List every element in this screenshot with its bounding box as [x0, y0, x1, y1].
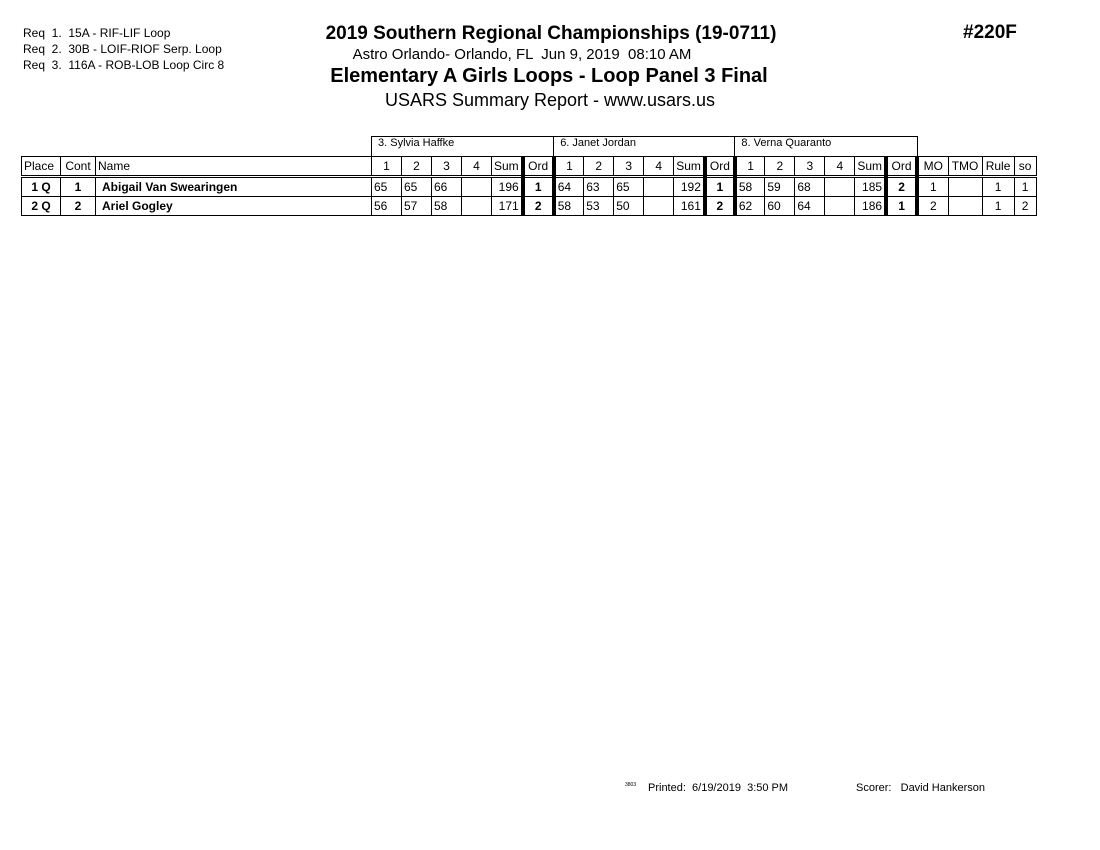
printed-timestamp: Printed: 6/19/2019 3:50 PM — [648, 782, 789, 794]
score-cell: 65 — [402, 177, 432, 197]
ordinal-cell: 2 — [886, 177, 917, 197]
score-cell: 58 — [735, 177, 765, 197]
rule-cell: 1 — [982, 177, 1014, 197]
col-j3-s4: 4 — [825, 157, 855, 177]
score-cell: 60 — [765, 197, 795, 216]
col-j1-sum: Sum — [492, 157, 523, 177]
report-code: 3803 — [625, 782, 637, 788]
score-cell — [825, 197, 855, 216]
score-cell: 64 — [554, 177, 584, 197]
col-j1-s4: 4 — [462, 157, 492, 177]
score-cell: 65 — [372, 177, 402, 197]
col-j3-sum: Sum — [855, 157, 886, 177]
col-j1-ord: Ord — [523, 157, 554, 177]
col-so: so — [1014, 157, 1036, 177]
col-j1-s3: 3 — [432, 157, 462, 177]
event-title: Elementary A Girls Loops - Loop Panel 3 Final — [330, 65, 768, 87]
score-cell: 64 — [795, 197, 825, 216]
competition-title: 2019 Southern Regional Championships (19-0711) — [325, 23, 777, 44]
col-j1-s2: 2 — [402, 157, 432, 177]
scorer-name: Scorer: David Hankerson — [856, 782, 985, 794]
sum-cell: 161 — [674, 197, 705, 216]
rule-cell: 1 — [982, 197, 1014, 216]
col-j2-s2: 2 — [584, 157, 614, 177]
requirement-2: Req 2. 30B - LOIF-RIOF Serp. Loop — [23, 42, 222, 56]
column-header-row — [22, 157, 1037, 177]
skater-name-cell: Abigail Van Swearingen — [96, 177, 372, 197]
score-cell: 58 — [432, 197, 462, 216]
table-row — [22, 197, 1037, 216]
mo-cell: 1 — [917, 177, 948, 197]
col-j2-sum: Sum — [674, 157, 705, 177]
event-number: #220F — [963, 22, 1017, 43]
sum-cell: 171 — [492, 197, 523, 216]
score-cell: 57 — [402, 197, 432, 216]
requirement-3: Req 3. 116A - ROB-LOB Loop Circ 8 — [23, 58, 225, 72]
col-rule: Rule — [982, 157, 1014, 177]
cont-cell: 1 — [61, 177, 96, 197]
so-cell: 2 — [1014, 197, 1036, 216]
score-cell — [462, 177, 492, 197]
score-cell: 68 — [795, 177, 825, 197]
score-cell: 62 — [735, 197, 765, 216]
score-cell: 65 — [614, 177, 644, 197]
col-cont: Cont — [61, 157, 96, 177]
judges-header-row — [22, 137, 1037, 157]
score-cell — [644, 177, 674, 197]
requirement-1: Req 1. 15A - RIF-LIF Loop — [23, 26, 171, 40]
ordinal-cell: 1 — [705, 177, 735, 197]
tmo-cell — [948, 177, 982, 197]
col-tmo: TMO — [948, 157, 982, 177]
tmo-cell — [948, 197, 982, 216]
ordinal-cell: 1 — [886, 197, 917, 216]
col-place: Place — [22, 157, 61, 177]
score-cell: 66 — [432, 177, 462, 197]
table-row — [22, 177, 1037, 197]
col-j2-s4: 4 — [644, 157, 674, 177]
judge-3-name: 8. Verna Quaranto — [735, 137, 917, 157]
score-cell: 53 — [584, 197, 614, 216]
score-cell: 58 — [554, 197, 584, 216]
so-cell: 1 — [1014, 177, 1036, 197]
score-cell: 56 — [372, 197, 402, 216]
col-j3-ord: Ord — [886, 157, 917, 177]
ordinal-cell: 1 — [523, 177, 554, 197]
judge-2-name: 6. Janet Jordan — [554, 137, 735, 157]
col-j3-s2: 2 — [765, 157, 795, 177]
sum-cell: 196 — [492, 177, 523, 197]
score-cell — [825, 177, 855, 197]
place-cell: 1 Q — [22, 177, 61, 197]
col-j2-s1: 1 — [554, 157, 584, 177]
skater-name-cell: Ariel Gogley — [96, 197, 372, 216]
report-title-block — [300, 22, 800, 111]
sum-cell: 186 — [855, 197, 886, 216]
cont-cell: 2 — [61, 197, 96, 216]
col-j3-s3: 3 — [795, 157, 825, 177]
report-subtitle: USARS Summary Report - www.usars.us — [384, 90, 716, 110]
col-j3-s1: 1 — [735, 157, 765, 177]
col-j1-s1: 1 — [372, 157, 402, 177]
judge-1-name: 3. Sylvia Haffke — [372, 137, 554, 157]
ordinal-cell: 2 — [523, 197, 554, 216]
score-cell: 50 — [614, 197, 644, 216]
col-j2-ord: Ord — [705, 157, 735, 177]
sum-cell: 185 — [855, 177, 886, 197]
ordinal-cell: 2 — [705, 197, 735, 216]
results-table — [21, 136, 1037, 216]
col-j2-s3: 3 — [614, 157, 644, 177]
col-name: Name — [96, 157, 372, 177]
col-mo: MO — [917, 157, 948, 177]
score-cell — [462, 197, 492, 216]
place-cell: 2 Q — [22, 197, 61, 216]
venue-date: Astro Orlando- Orlando, FL Jun 9, 2019 08:10 AM — [352, 46, 692, 63]
score-cell — [644, 197, 674, 216]
requirements-list — [23, 25, 224, 73]
score-cell: 63 — [584, 177, 614, 197]
mo-cell: 2 — [917, 197, 948, 216]
score-cell: 59 — [765, 177, 795, 197]
sum-cell: 192 — [674, 177, 705, 197]
